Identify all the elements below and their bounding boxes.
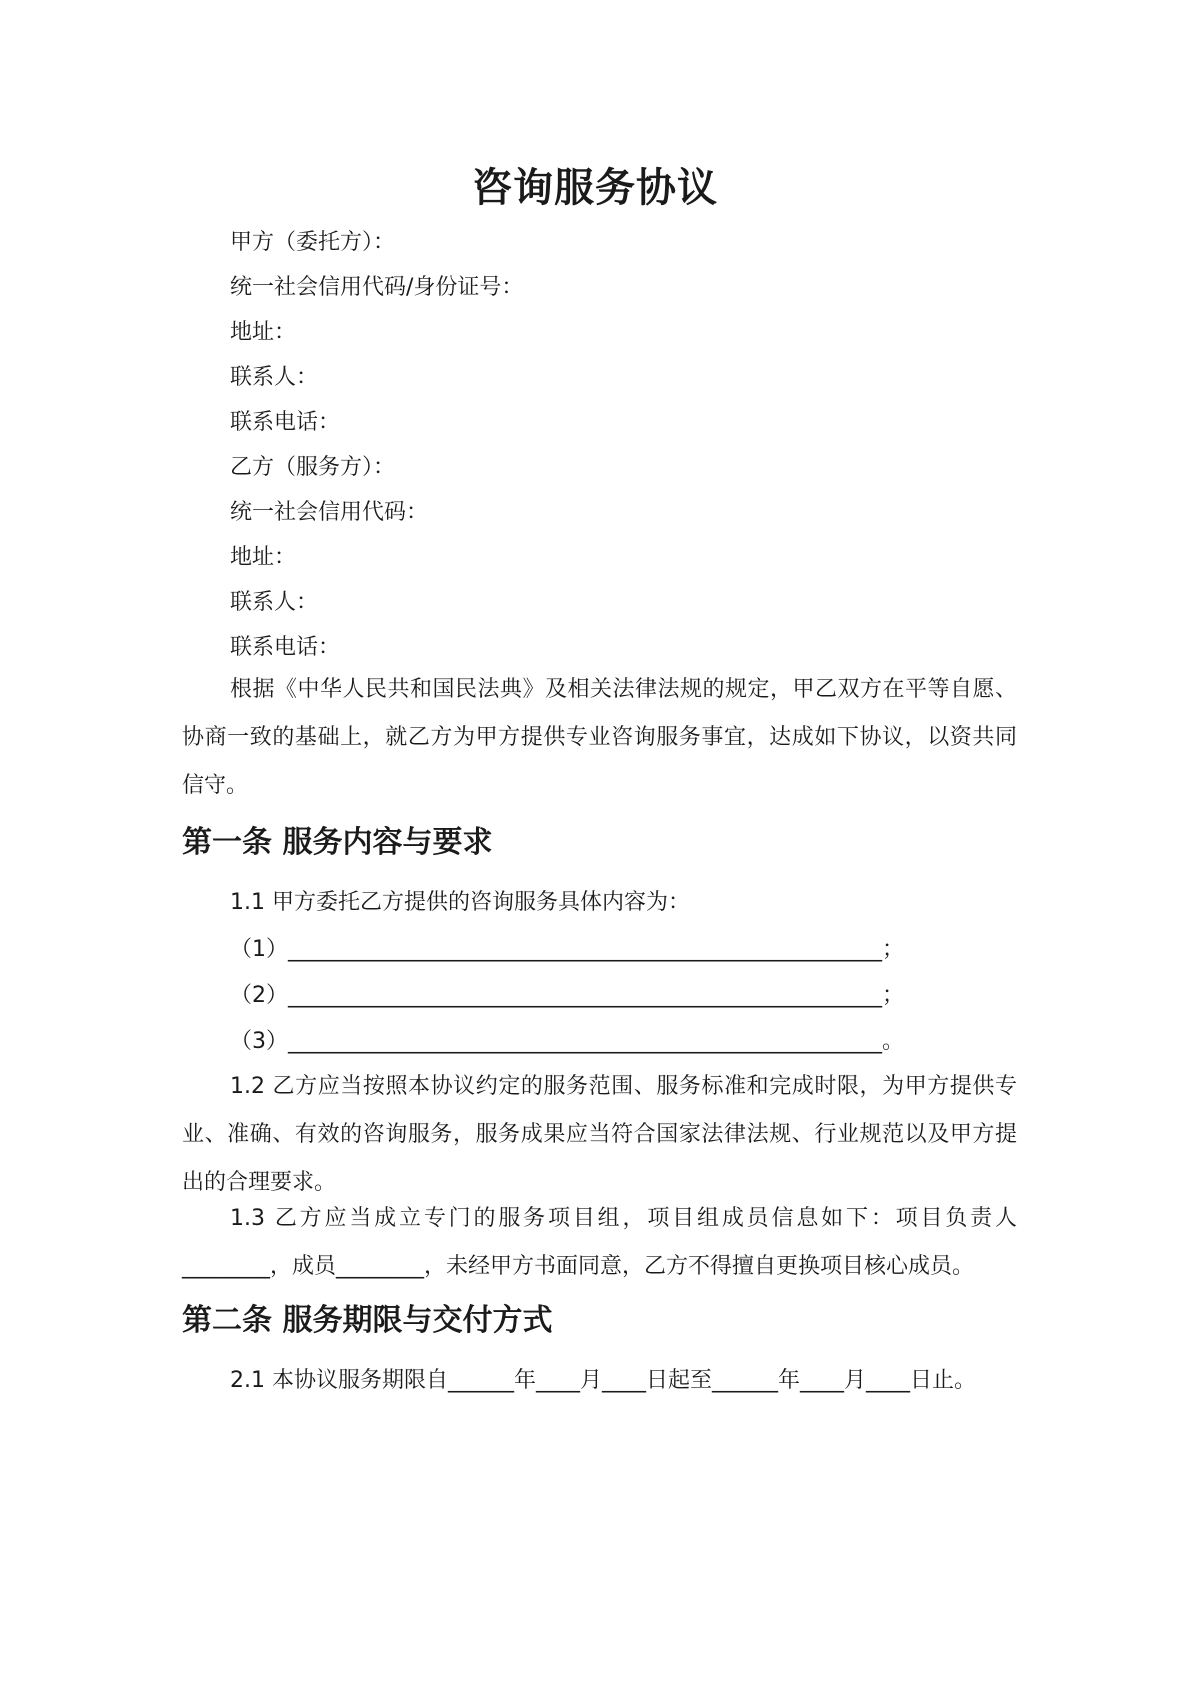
list-item: （1）______________________________________________________； <box>230 937 904 962</box>
party-b-address: 地址： <box>230 545 297 570</box>
list-item: （2）______________________________________________________； <box>230 983 904 1008</box>
party-a-credit-code: 统一社会信用代码/身份证号： <box>230 275 524 300</box>
list-item: （3）______________________________________________________。 <box>230 1029 904 1054</box>
party-a-address: 地址： <box>230 320 297 345</box>
clause-2-1: 2.1 本协议服务期限自______年____月____日起至______年____月____日止。 <box>230 1368 976 1393</box>
clause-1-2: 1.2 乙方应当按照本协议约定的服务范围、服务标准和完成时限，为甲方提供专业、准确、有效的咨询服务，服务成果应当符合国家法律法规、行业规范以及甲方提出的合理要求。 <box>182 1074 1017 1195</box>
clause-1-3: 1.3 乙方应当成立专门的服务项目组，项目组成员信息如下：项目负责人________，成员________，未经甲方书面同意，乙方不得擅自更换项目核心成员。 <box>182 1206 1017 1279</box>
article-1-heading: 第一条 服务内容与要求 <box>182 825 493 860</box>
party-b-label: 乙方（服务方）： <box>230 455 396 480</box>
party-b-phone: 联系电话： <box>230 635 341 660</box>
article-2-heading: 第二条 服务期限与交付方式 <box>182 1303 553 1338</box>
party-b-contact: 联系人： <box>230 590 319 615</box>
party-b-credit-code: 统一社会信用代码： <box>230 500 429 525</box>
document-title: 咨询服务协议 <box>472 165 718 211</box>
party-a-contact: 联系人： <box>230 365 319 390</box>
clause-1-1: 1.1 甲方委托乙方提供的咨询服务具体内容为： <box>230 890 690 915</box>
preamble-paragraph: 根据《中华人民共和国民法典》及相关法律法规的规定，甲乙双方在平等自愿、协商一致的基础上，就乙方为甲方提供专业咨询服务事宜，达成如下协议，以资共同信守。 <box>182 677 1017 798</box>
party-a-phone: 联系电话： <box>230 410 341 435</box>
party-a-label: 甲方（委托方）： <box>230 230 396 255</box>
